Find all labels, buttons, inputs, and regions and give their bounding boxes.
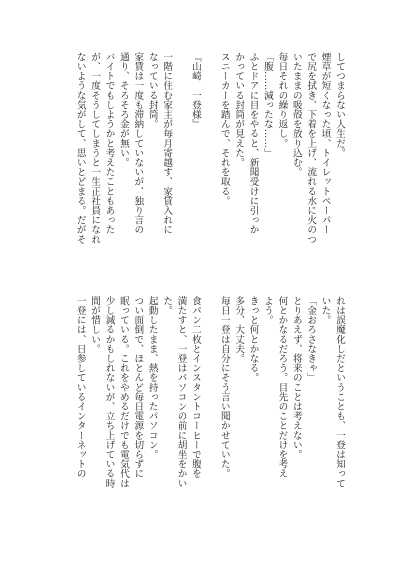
upper-text-line: [173, 52, 187, 285]
lower-text-line: とりあえず、将来のことは考えない。: [290, 296, 302, 460]
lower-text-line: よう。: [261, 296, 273, 325]
upper-text-line: なっている封筒。: [146, 52, 158, 129]
upper-text-line: 煙草が短くなった頃、トイレットペーパー: [319, 52, 331, 235]
lower-text-line: いた。: [319, 296, 331, 325]
upper-text-line: ふとドアに目をやると、新聞受けに引っか: [247, 52, 259, 235]
lower-text-line: 起動したまま、熱を持ったパソコン。: [146, 296, 158, 460]
upper-text-line: 通り、そろそろ金が無い。: [117, 52, 129, 168]
upper-text-line: してつまらない人生だ。: [334, 52, 345, 158]
lower-text-line: きっと何とかなる。: [247, 296, 259, 383]
upper-text-line: かっている封筒が見えた。: [233, 52, 245, 168]
upper-text-tier: [56, 52, 346, 285]
upper-text-line: で尻を拭き、下着を上げ、流れる水に火のつ: [305, 52, 317, 244]
lower-text-line: 「金おろさなきゃ」: [305, 296, 317, 383]
lower-text-line: 間が惜しい。: [89, 296, 101, 354]
upper-text-line: 「腹……減ったな……」: [261, 52, 273, 158]
upper-text-line: が、一度そうしてしまうと一生正社員になれ: [89, 52, 101, 244]
upper-text-line: いたままの吸殻を放り込む。: [290, 52, 302, 177]
lower-text-line: れは誤魔化しだということも、一登は知って: [334, 296, 345, 488]
upper-text-line: スニーカーを踏んで、それを取る。: [218, 52, 230, 206]
lower-text-tier: [56, 296, 346, 529]
lower-text-line: [202, 296, 216, 529]
upper-text-line: 『山崎 一登様』: [189, 52, 201, 129]
lower-text-line: 少し減るかもしれないが、立ち上げている時: [103, 296, 115, 488]
upper-text-line: 一階に住む家主が毎月寄越す、家賃入れに: [161, 52, 173, 235]
upper-text-line: ないような気がして、思いとどまる。だがそ: [74, 52, 86, 244]
upper-text-line: 毎日それの繰り返し。: [276, 52, 288, 148]
lower-text-line: 一登には、日参しているインターネットの: [74, 296, 86, 479]
upper-text-line: バイトでもしようかと考えたこともあった: [103, 52, 115, 235]
upper-text-line: [202, 52, 216, 285]
lower-text-line: 毎日一登は自分にそう言い聞かせていた。: [218, 296, 230, 479]
lower-text-line: つい面倒で、ほとんど毎日電源を切らずに: [132, 296, 144, 479]
lower-text-line: 眠っている。これをやめるだけでも電気代は: [117, 296, 129, 488]
lower-text-line: 何とかなるだろう。目先のことだけを考え: [276, 296, 288, 479]
lower-text-line: 食パン二枚とインスタントコーヒーで腹を: [189, 296, 201, 479]
lower-text-line: た。: [161, 296, 173, 316]
lower-text-line: 多分、大丈夫。: [233, 296, 245, 364]
upper-text-line: 家賃は一度も滞納していないが、独り言の: [132, 52, 144, 235]
lower-text-line: 満たすと、一登はパソコンの前に胡坐をかい: [175, 296, 187, 488]
